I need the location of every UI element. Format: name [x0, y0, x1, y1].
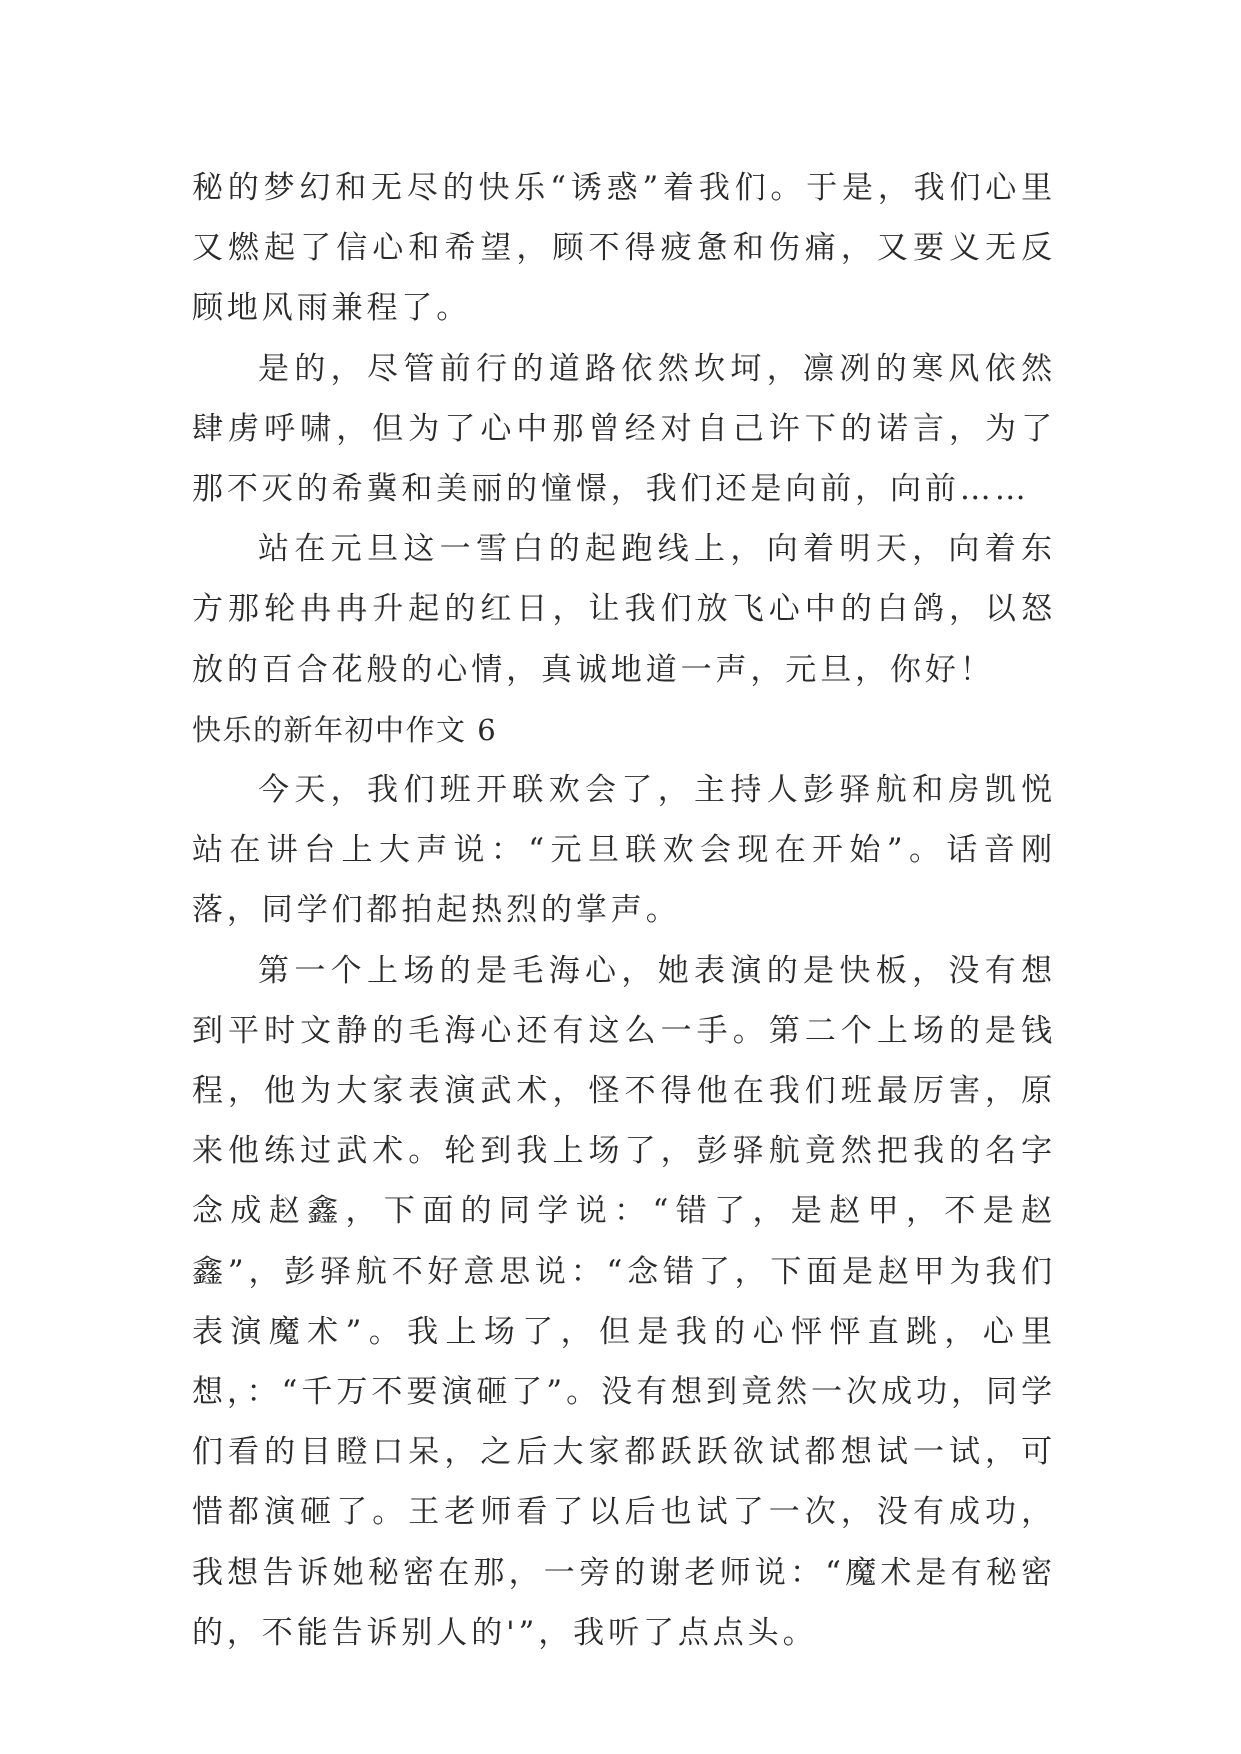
paragraph-continuation: 秘的梦幻和无尽的快乐“诱惑”着我们。于是，我们心里又燃起了信心和希望，顾不得疲惫和伤痛，又要义无反顾地风雨兼程了。 — [192, 170, 1056, 327]
document-body — [192, 158, 1056, 1663]
paragraph-performances: 第一个上场的是毛海心，她表演的是快板，没有想到平时文静的毛海心还有这么一手。第二个上场的是钱程，他为大家表演武术，怪不得他在我们班最厉害，原来他练过武术。轮到我上场了，彭驿航竟然把我的名字念成赵鑫，下面的同学说：“错了，是赵甲，不是赵鑫”，彭驿航不好意思说：“念错了，下面是赵甲为我们表演魔术”。我上场了，但是我的心怦怦直跳，心里想，：“千万不要演砸了”。没有想到竟然一次成功，同学们看的目瞪口呆，之后大家都跃跃欲试都想试一试，可惜都演砸了。王老师看了以后也试了一次，没有成功，我想告诉她秘密在那，一旁的谢老师说：“魔术是有秘密的，不能告诉别人的'”，我听了点点头。 — [192, 952, 1056, 1651]
paragraph-party-opening: 今天，我们班开联欢会了，主持人彭驿航和房凯悦站在讲台上大声说：“元旦联欢会现在开始”。话音刚落，同学们都拍起热烈的掌声。 — [192, 772, 1056, 929]
paragraph-resolve: 是的，尽管前行的道路依然坎坷，凛冽的寒风依然肆虏呼啸，但为了心中那曾经对自己许下的诺言，为了那不灭的希冀和美丽的憧憬，我们还是向前，向前…… — [192, 350, 1056, 508]
paragraph-new-year-greeting: 站在元旦这一雪白的起跑线上，向着明天，向着东方那轮冉冉升起的红日，让我们放飞心中的白鸽，以怒放的百合花般的心情，真诚地道一声，元旦，你好！ — [192, 531, 1056, 688]
essay-title: 快乐的新年初中作文 6 — [192, 712, 498, 747]
